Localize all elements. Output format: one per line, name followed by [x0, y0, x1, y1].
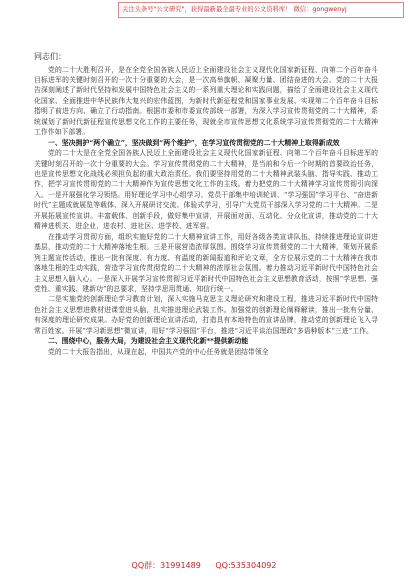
contact-footer: [0, 560, 408, 571]
paragraph: 党的二十大报告指出，从现在起，中国共产党的中心任务就是团结带领全: [48, 347, 269, 356]
paragraph-intro: 党的二十大胜利召开，是在全党全国各族人民迈上全面建设社会主义现代化国家新征程、向第二个百年奋斗目标进军的关键时刻召开的一次十分重要的大会，是一次高举旗帜、凝聚力量、团结奋进的大会。党的二十大报告深刻阐述了新时代坚持和发展中国特色社会主义的一系列重大理论和实践问题，描绘了全面建设社会主义现代化国家、全面推进中华民族伟大复兴的宏伟蓝图，为新时代新征程党和国家事业发展、实现第二个百年奋斗目标指明了前进方向、确立了行动指南。根据市委和市委宣传部统一部署，为深入学习宣传贯彻党的二十大精神，系统谋划了新时代新征程宣传思想文化工作的主要任务，现就全市宣传思想文化系统学习宣传贯彻党的二十大精神工作作如下部署。: [34, 65, 378, 137]
promo-banner: [118, 2, 404, 18]
promo-banner-text: 关注头条号"公文研究"，获得最新最全最专业的公文资料库！ 微信：gongwenyj: [122, 6, 347, 13]
qq-number: QQ:535304092: [215, 561, 277, 570]
document-body: [34, 52, 378, 357]
paragraph: 党的二十大是在全党全国各族人民迈上全面建设社会主义现代化国家新征程、向第二个百年奋斗目标进军的关键时刻召开的一次十分重要的大会。学习宣传贯彻党的二十大精神，是当前和今后一个时期的首要政治任务，也是宣传思想文化战线必须担负起的重大政治责任。我们要坚持用党的二十大精神武装头脑、指导实践、推动工作，把学习宣传贯彻党的二十大精神作为宣传思想文化工作的主线。着力把党的二十大精神学习宣传贯彻引向深入。一是开展强化学习领悟。用好理论学习中心组学习、党员干部集中培训轮训、“学习强国”学习平台、“奋进新时代”主题成就展览等载体，深入开展研讨交流、体验式学习，引导广大党员干部深入学习党的二十大精神。二是开展拓展宣传宣讲。丰富载体、创新手段，做好集中宣讲，开展面对面、互动化、分众化宣讲，推动党的二十大精神进机关、进企业、进农村、进社区、进学校、进军营。: [34, 149, 378, 231]
greeting: 同志们：: [34, 52, 66, 61]
paragraph: 二是实施党的创新理论学习教育计划，深入实施马克思主义理论研究和建设工程，推进习近平新时代中国特色社会主义思想进教材进课堂进头脑，扎实推进理论武装工作。加强党的创新理论阐释解读，推出一批有分量、有深度的理论研究成果。办好党的创新理论宣讲活动，打造具有本地特色的宣讲品牌，推动党的创新理论飞入寻常百姓家。开展“学习新思想”微宣讲，用好“学习强国”平台，推进“习近平谈治国理政”多语种版本“三进”工作。: [34, 295, 378, 335]
qq-group-number: QQ群：31991489: [131, 561, 201, 570]
section-heading-1: 一、坚决拥护“两个确立”，坚决做到“两个维护”，在学习宣传贯彻党的二十大精神上取得新成效: [48, 138, 340, 147]
section-heading-2: 二、围绕中心，服务大局，为建设社会主义现代化新**提供新动能: [48, 337, 249, 346]
paragraph: 在推动学习贯彻方面，组织实施好党的二十大精神宣讲工作，用好各级各类宣讲队伍，持续推进理论宣讲进基层，推动党的二十大精神落地生根。三是开展营造浓厚氛围。围绕学习宣传贯彻党的二十大精神，策划开展系列主题宣传活动，推出一批有深度、有力度、有温度的新闻报道和评论文章，全方位展示党的二十大精神在我市落地生根的生动实践，营造学习宣传贯彻党的二十大精神的浓厚社会氛围。着力推动习近平新时代中国特色社会主义思想入脑入心。一是深入开展学习宣传贯彻习近平新时代中国特色社会主义思想教育活动，按照“学思想、强党性、重实践、建新功”的总要求，坚持学思用贯通、知信行统一。: [34, 232, 378, 294]
